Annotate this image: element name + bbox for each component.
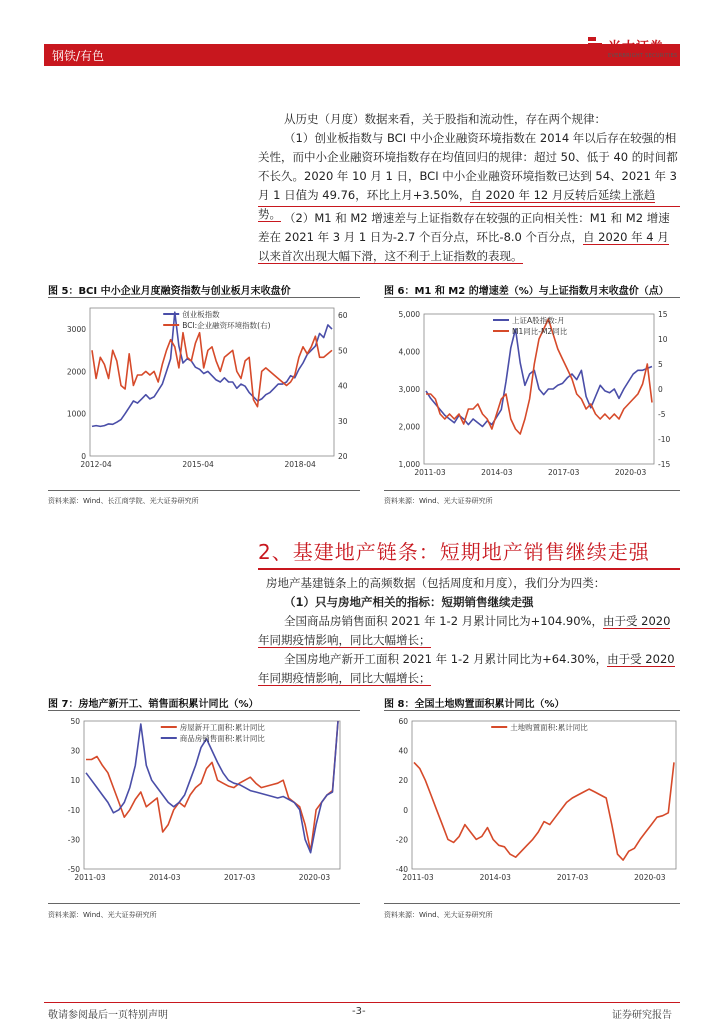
fig8-y-tick-label: 60 — [398, 717, 408, 726]
fig5-y-tick-label: 1000 — [66, 409, 86, 419]
fig7-y-tick-label: 10 — [70, 776, 80, 786]
fig8-series-line-1 — [414, 762, 674, 860]
section2-p2-text: 全国房地产新开工面积 2021 年 1-2 月累计同比为+64.30%， — [284, 652, 608, 666]
brand-logo — [586, 36, 686, 64]
fig8-plot-frame — [412, 721, 676, 869]
brand-name: 光大证券 — [608, 40, 665, 55]
fig6-legend-label: M1同比-M2同比 — [512, 327, 568, 336]
fig7-bottom-rule — [48, 903, 360, 904]
intro-p3-highlight: 自 2020 年 4 月以来首次出现大幅下滑，这不利于上证指数的表现。 — [258, 230, 669, 263]
fig8-chart — [384, 713, 684, 893]
fig6-y2-tick-label: -5 — [658, 410, 666, 419]
fig6-x-tick-label: 2017-03 — [548, 468, 580, 477]
fig8-y-tick-label: 40 — [398, 746, 408, 756]
section2-p2 — [258, 650, 678, 688]
footer-disclaimer: 敬请参阅最后一页特别声明 — [48, 1010, 168, 1021]
fig6-y-tick-label: 2,000 — [398, 422, 420, 432]
fig7-y-tick-label: -50 — [67, 865, 80, 874]
section2-intro: 房地产基建链条上的高频数据（包括周度和月度），我们分为四类： — [266, 576, 606, 590]
sector-label: 钢铁/有色 — [52, 49, 105, 63]
fig6-y-tick-label: 3,000 — [398, 385, 420, 394]
fig6-bottom-rule — [384, 490, 680, 491]
brand-name-en: EVERBRIGHT SECURITIES — [608, 53, 678, 59]
fig8-title: 图 8：全国土地购置面积累计同比（%） — [384, 699, 565, 710]
fig8-bottom-rule — [384, 903, 680, 904]
fig6-chart — [384, 300, 684, 480]
fig6-rule — [384, 297, 680, 298]
fig8-y-tick-label: -40 — [395, 865, 408, 874]
fig7-plot-frame — [84, 721, 340, 869]
fig7-y-tick-label: 30 — [70, 746, 80, 756]
fig7-x-tick-label: 2011-03 — [74, 873, 106, 882]
intro-p1: 从历史（月度）数据来看，关于股指和流动性，存在两个规律： — [284, 112, 606, 126]
fig5-y-tick-label: 3000 — [66, 325, 86, 335]
fig8-x-tick-label: 2017-03 — [556, 873, 589, 882]
section2-p1-text: 全国商品房销售面积 2021 年 1-2 月累计同比为+104.90%， — [284, 614, 603, 628]
fig6-y2-tick-label: 15 — [658, 310, 668, 319]
section-title: 2、基建地产链条：短期地产销售继续走强 — [258, 540, 650, 564]
fig8-y-tick-label: 20 — [398, 776, 408, 786]
fig6-series-line-1 — [426, 329, 652, 427]
fig6-y2-tick-label: 0 — [658, 385, 663, 394]
fig8-x-tick-label: 2020-03 — [634, 873, 666, 882]
fig5-title: 图 5：BCI 中小企业月度融资指数与创业板月末收盘价 — [48, 286, 291, 297]
fig5-rule — [48, 297, 360, 298]
fig7-source: 资料来源：Wind、光大证券研究所 — [48, 911, 157, 919]
footer-report-type: 证券研究报告 — [612, 1010, 672, 1021]
fig5-y2-tick-label: 20 — [338, 452, 348, 461]
intro-p2-highlight: 自 2020 年 12 月反转后延续上涨趋势。 — [258, 188, 656, 221]
fig6-legend-label: 上证A股指数:月 — [512, 316, 565, 325]
section2-p1 — [258, 612, 678, 650]
fig7-y-tick-label: 50 — [70, 717, 80, 726]
fig5-x-tick-label: 2015-04 — [182, 460, 214, 469]
fig8-x-tick-label: 2011-03 — [402, 873, 434, 882]
fig7-title: 图 7：房地产新开工、销售面积累计同比（%） — [48, 699, 259, 710]
divider — [258, 206, 680, 207]
section2-sub1: （1）只与房地产相关的指标：短期销售继续走强 — [284, 595, 534, 609]
fig5-source: 资料来源：Wind、长江商学院、光大证券研究所 — [48, 497, 199, 505]
section2-text — [258, 574, 678, 688]
intro-p3-text: （2）M1 和 M2 增速差与上证指数存在较强的正向相关性：M1 和 M2 增速差在 2021 年 3 月 1 日为-2.7 个百分点，环比-8.0 个百分点， — [258, 211, 670, 244]
fig5-x-tick-label: 2018-04 — [284, 460, 316, 469]
fig7-legend-label: 房屋新开工面积:累计同比 — [179, 723, 265, 732]
section-rule — [258, 568, 680, 570]
fig6-y2-tick-label: -15 — [658, 460, 671, 469]
fig8-y-tick-label: 0 — [403, 805, 408, 815]
fig6-y2-tick-label: -10 — [658, 435, 671, 444]
footer-rule — [44, 1002, 680, 1003]
fig5-y2-tick-label: 60 — [338, 311, 348, 321]
fig8-rule — [384, 710, 680, 711]
fig6-y-tick-label: 1,000 — [398, 460, 420, 469]
fig7-legend-label: 商品房销售面积:累计同比 — [179, 734, 265, 743]
section2-p1-highlight: 由于受 2020 年同期疫情影响，同比大幅增长； — [258, 614, 671, 647]
section2-p2-highlight: 由于受 2020 年同期疫情影响，同比大幅增长； — [258, 652, 675, 685]
fig6-series-line-2 — [426, 319, 652, 434]
fig6-source: 资料来源：Wind、光大证券研究所 — [384, 497, 493, 505]
fig5-y-tick-label: 0 — [81, 452, 86, 461]
fig6-y2-tick-label: 10 — [658, 335, 668, 344]
fig6-title: 图 6：M1 和 M2 的增速差（%）与上证指数月末收盘价（点） — [384, 286, 669, 297]
fig5-x-tick-label: 2012-04 — [80, 460, 112, 469]
brand-logo-icon — [586, 36, 606, 60]
intro-p3 — [258, 209, 678, 266]
fig6-x-tick-label: 2011-03 — [414, 468, 446, 477]
intro-p2-text: （1）创业板指数与 BCI 中小企业融资环境指数在 2014 年以后存在较强的相关性，而中小企业融资环境指数存在均值回归的规律：超过 50、低于 40 的时间都不长久。2020 年 10 月 1 日，BCI 中小企业融资环境指数已达到 54、2021 年 3 月 1 日值为 49.76，环比上月+3.50%， — [258, 131, 678, 202]
fig8-legend-label: 土地购置面积:累计同比 — [510, 723, 588, 732]
fig5-y2-tick-label: 40 — [338, 381, 348, 391]
fig5-y2-tick-label: 30 — [338, 416, 348, 426]
header-bar — [44, 44, 680, 66]
fig7-y-tick-label: -30 — [67, 835, 80, 845]
fig5-bottom-rule — [48, 490, 360, 491]
fig6-y2-tick-label: 5 — [658, 360, 663, 369]
fig8-x-tick-label: 2014-03 — [479, 873, 511, 882]
fig5-chart — [48, 300, 364, 480]
fig5-legend-label: 创业板指数 — [182, 310, 220, 319]
fig7-x-tick-label: 2020-03 — [298, 873, 331, 882]
fig7-x-tick-label: 2017-03 — [223, 873, 256, 882]
fig7-y-tick-label: -10 — [67, 805, 80, 815]
fig7-chart — [48, 713, 364, 893]
fig7-x-tick-label: 2014-03 — [149, 873, 181, 882]
fig5-y-tick-label: 2000 — [66, 367, 86, 377]
fig6-x-tick-label: 2014-03 — [481, 468, 513, 477]
fig8-y-tick-label: -20 — [395, 835, 408, 845]
intro-text-2 — [258, 209, 678, 266]
fig6-y-tick-label: 4,000 — [398, 347, 420, 357]
fig6-x-tick-label: 2020-03 — [614, 468, 647, 477]
footer-page-number: -3- — [352, 1006, 366, 1017]
fig7-rule — [48, 710, 360, 711]
fig5-y2-tick-label: 50 — [338, 346, 348, 356]
fig6-y-tick-label: 5,000 — [398, 310, 420, 319]
fig8-source: 资料来源：Wind、光大证券研究所 — [384, 911, 493, 919]
fig5-legend-label: BCI:企业融资环境指数(右) — [182, 321, 271, 330]
fig5-series-line-2 — [92, 333, 332, 407]
